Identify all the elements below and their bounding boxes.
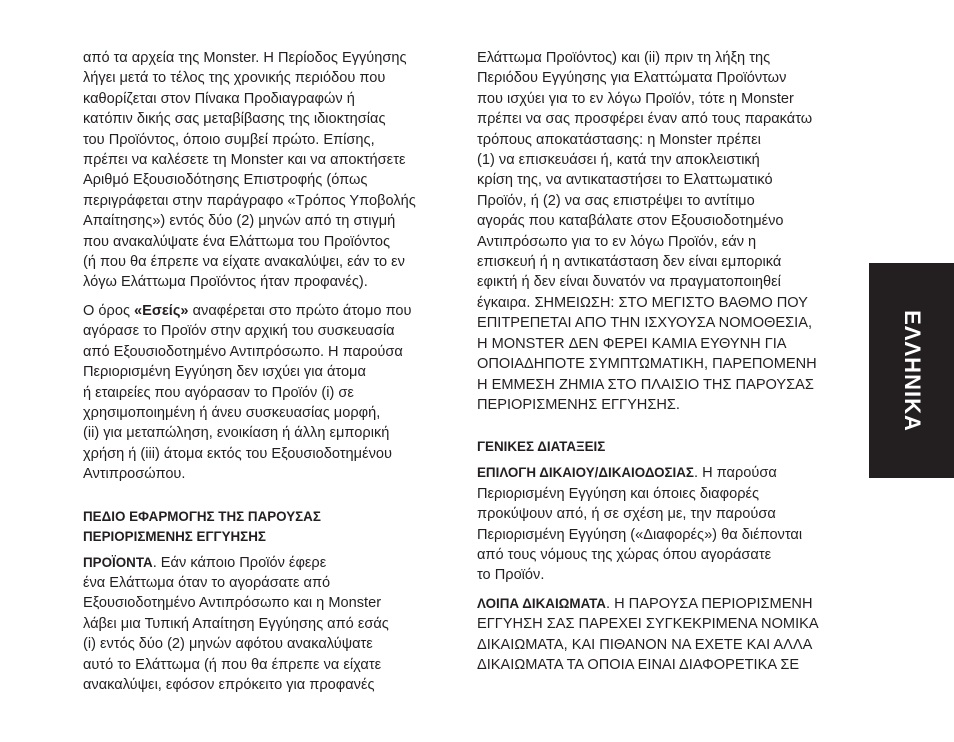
- text-line: Αριθμό Εξουσιοδότησης Επιστροφής (όπως: [83, 172, 368, 189]
- paragraph-warranty-period: [83, 48, 453, 293]
- right-column: [477, 48, 849, 683]
- text-line: ΕΓΓΥΗΣΗ ΣΑΣ ΠΑΡΕΧΕΙ ΣΥΓΚΕΚΡΙΜΕΝΑ ΝΟΜΙΚΑ: [477, 616, 819, 633]
- text-line: Εξουσιοδοτημένο Αντιπρόσωπο και η Monster: [83, 595, 382, 612]
- text-line: Περιορισμένη Εγγύηση δεν ισχύει για άτομα: [83, 364, 366, 381]
- text-line: λόγω Ελάττωμα Προϊόντος ήταν προφανές).: [83, 274, 368, 291]
- paragraph-other-rights: ΛΟΙΠΑ ΔΙΚΑΙΩΜΑΤΑ. Η ΠΑΡΟΥΣΑ ΠΕΡΙΟΡΙΣΜΕΝΗ ΕΓΓΥΗΣΗ ΣΑΣ ΠΑΡΕΧΕΙ ΣΥΓΚΕΚΡΙΜΕΝΑ ΝΟΜΙΚΑ ΔΙΚΑΙΩΜΑΤΑ, ΚΑΙ ΠΙΘΑΝΟΝ ΝΑ ΕΧΕΤΕ ΚΑΙ ΑΛΛΑ ΔΙΚΑΙΩΜΑΤΑ ΤΑ ΟΠΟΙΑ ΕΙΝΑΙ ΔΙΑΦΟΡΕΤΙΚΑ ΣΕ: [477, 594, 849, 676]
- text-line: ένα Ελάττωμα όταν το αγοράσατε από: [83, 574, 331, 591]
- term-other-rights: ΛΟΙΠΑ ΔΙΚΑΙΩΜΑΤΑ: [477, 595, 606, 611]
- text-line: τρόπους αποκατάστασης: η Monster πρέπει: [477, 131, 761, 148]
- text-line: έγκαιρα. ΣΗΜΕΙΩΣΗ: ΣΤΟ ΜΕΓΙΣΤΟ ΒΑΘΜΟ ΠΟΥ: [477, 294, 808, 311]
- text-line: ΕΠΙΤΡΕΠΕΤΑΙ ΑΠΟ ΤΗΝ ΙΣΧΥΟΥΣΑ ΝΟΜΟΘΕΣΙΑ,: [477, 315, 813, 332]
- text-line: ΠΕΡΙΟΡΙΣΜΕΝΗΣ ΕΓΓΥΗΣΗΣ.: [477, 396, 680, 413]
- text-line: Ελάττωμα Προϊόντος) και (ii) πριν τη λήξη της: [477, 50, 771, 66]
- language-tab: [869, 263, 954, 478]
- text-line: Προϊόν, ή (2) να σας επιστρέψει το αντίτιμο: [477, 192, 755, 209]
- text-line: το Προϊόν.: [477, 567, 545, 584]
- text-line: ΟΠΟΙΑΔΗΠΟΤΕ ΣΥΜΠΤΩΜΑΤΙΚΗ, ΠΑΡΕΠΟΜΕΝΗ: [477, 356, 817, 373]
- text-line: επισκευή ή η αντικατάσταση δεν είναι εμπορικά: [477, 254, 782, 271]
- paragraph-products: ΠΡΟΪΟΝΤΑ. Εάν κάποιο Προϊόν έφερε ένα Ελάττωμα όταν το αγοράσατε από Εξουσιοδοτημένο Αντιπρόσωπο και η Monster λάβει μια Τυπική Απαίτηση Εγγύησης από εσάς (i) εντός δύο (2) μηνών αφότου ανακαλύψατε αυτό το Ελάττωμα (ή που θα έπρεπε να είχατε ανακαλύψει, εφόσον επρόκειτο για προφανές: [83, 553, 453, 696]
- text-line: Περιορισμένη Εγγύηση («Διαφορές») θα διέπονται: [477, 526, 803, 543]
- text-line: ΠΕΡΙΟΡΙΣΜΕΝΗΣ ΕΓΓΥΗΣΗΣ: [83, 528, 266, 544]
- text-line: που ισχύει για το εν λόγω Προϊόν, τότε η Monster: [477, 90, 794, 107]
- text-line: καθορίζεται στον Πίνακα Προδιαγραφών ή: [83, 90, 355, 107]
- text-line: από τα αρχεία της Monster. Η Περίοδος Εγγύησης: [83, 50, 407, 66]
- left-column: [83, 48, 453, 703]
- text-line: χρήση ή (iii) άτομα εκτός του Εξουσιοδοτημένου: [83, 445, 392, 462]
- text-line: πρέπει να σας προσφέρει έναν από τους παρακάτω: [477, 111, 813, 128]
- text-line: χρησιμοποιημένη ή άνευ συσκευασίας μορφή,: [83, 404, 381, 421]
- text-line: αγόρασε το Προϊόν στην αρχική του συσκευασία: [83, 323, 395, 340]
- term-products: ΠΡΟΪΟΝΤΑ: [83, 554, 153, 570]
- text-line: που ανακαλύψατε ένα Ελάττωμα του Προϊόντος: [83, 233, 391, 250]
- text-line: εφικτή ή δεν είναι δυνατόν να πραγματοποιηθεί: [477, 274, 781, 291]
- text-line: ή εταιρείες που αγόρασαν το Προϊόν (i) σε: [83, 384, 354, 401]
- text-line: Απαίτησης») εντός δύο (2) μηνών από τη στιγμή: [83, 213, 396, 230]
- text-line: από τους νόμους της χώρας όπου αγοράσατε: [477, 546, 772, 563]
- text-line: ΠΕΔΙΟ ΕΦΑΡΜΟΓΗΣ ΤΗΣ ΠΑΡΟΥΣΑΣ: [83, 508, 321, 524]
- text-line: ΔΙΚΑΙΩΜΑΤΑ ΤΑ ΟΠΟΙΑ ΕΙΝΑΙ ΔΙΑΦΟΡΕΤΙΚΑ ΣΕ: [477, 656, 800, 673]
- text-line: Περιόδου Εγγύησης για Ελαττώματα Προϊόντων: [477, 70, 787, 87]
- paragraph-remedies: [477, 48, 849, 415]
- text-line: κρίση της, να αντικαταστήσει το Ελαττωματικό: [477, 172, 773, 189]
- text-line: Η MONSTER ΔΕΝ ΦΕΡΕΙ ΚΑΜΙΑ ΕΥΘΥΝΗ ΓΙΑ: [477, 335, 787, 352]
- text-line: περιγράφεται στην παράγραφο «Τρόπος Υποβολής: [83, 192, 416, 209]
- text-line: προκύψουν από, ή σε σχέση με, την παρούσα: [477, 506, 776, 523]
- text-line: ΔΙΚΑΙΩΜΑΤΑ, ΚΑΙ ΠΙΘΑΝΟΝ ΝΑ ΕΧΕΤΕ ΚΑΙ ΑΛΛΑ: [477, 636, 813, 653]
- text-line: Αντιπροσώπου.: [83, 466, 186, 483]
- text-line: λάβει μια Τυπική Απαίτηση Εγγύησης από εσάς: [83, 615, 389, 632]
- text-line: αυτό το Ελάττωμα (ή που θα έπρεπε να είχατε: [83, 656, 382, 673]
- paragraph-you-definition: Ο όρος «Εσείς» αναφέρεται στο πρώτο άτομο που αγόρασε το Προϊόν στην αρχική του συσκευασία από Εξουσιοδοτημένο Αντιπρόσωπο. Η παρούσα Περιορισμένη Εγγύηση δεν ισχύει για άτομα ή εταιρείες που αγόρασαν το Προϊόν (i) σε χρησιμοποιημένη ή άνευ συσκευασίας μορφή, (ii) για μεταπώληση, ενοικίαση ή άλλη εμπορική χρήση ή (iii) άτομα εκτός του Εξουσιοδοτημένου Αντιπροσώπου.: [83, 301, 453, 485]
- text-line: Η ΕΜΜΕΣΗ ΖΗΜΙΑ ΣΤΟ ΠΛΑΙΣΙΟ ΤΗΣ ΠΑΡΟΥΣΑΣ: [477, 376, 814, 393]
- heading-scope: [83, 507, 453, 547]
- text-line: ανακαλύψει, εφόσον επρόκειτο για προφανές: [83, 676, 375, 693]
- text-line: αγοράς που καταβάλατε στον Εξουσιοδοτημένο: [477, 213, 784, 230]
- text-line: κατόπιν δικής σας μεταβίβασης της ιδιοκτησίας: [83, 111, 386, 128]
- text-line: του Προϊόντος, όποιο συμβεί πρώτο. Επίσης,: [83, 131, 375, 148]
- text-line: λήγει μετά το τέλος της χρονικής περιόδου που: [83, 70, 386, 87]
- text-line: από Εξουσιοδοτημένο Αντιπρόσωπο. Η παρούσα: [83, 343, 403, 360]
- text-line: (ii) για μεταπώληση, ενοικίαση ή άλλη εμπορική: [83, 425, 390, 442]
- text-line: (ή που θα έπρεπε να είχατε ανακαλύψει, εάν το εν: [83, 254, 405, 271]
- paragraph-governing-law: ΕΠΙΛΟΓΗ ΔΙΚΑΙΟΥ/ΔΙΚΑΙΟΔΟΣΙΑΣ. Η παρούσα Περιορισμένη Εγγύηση και όποιες διαφορές προκύψουν από, ή σε σχέση με, την παρούσα Περιορισμένη Εγγύηση («Διαφορές») θα διέπονται από τους νόμους της χώρας όπου αγοράσατε το Προϊόν.: [477, 463, 849, 585]
- text-line: (1) να επισκευάσει ή, κατά την αποκλειστική: [477, 152, 760, 169]
- term-you: «Εσείς»: [134, 302, 189, 319]
- text-line: Περιορισμένη Εγγύηση και όποιες διαφορές: [477, 485, 760, 502]
- text-line: (i) εντός δύο (2) μηνών αφότου ανακαλύψατε: [83, 636, 373, 653]
- text-line: Αντιπρόσωπο για το εν λόγω Προϊόν, εάν η: [477, 233, 757, 250]
- text-line: πρέπει να καλέσετε τη Monster και να αποκτήσετε: [83, 152, 406, 169]
- term-governing-law: ΕΠΙΛΟΓΗ ΔΙΚΑΙΟΥ/ΔΙΚΑΙΟΔΟΣΙΑΣ: [477, 465, 694, 481]
- heading-general-provisions: ΓΕΝΙΚΕΣ ΔΙΑΤΑΞΕΙΣ: [477, 439, 606, 455]
- language-tab-label: ΕΛΛΗΝΙΚΑ: [899, 309, 925, 432]
